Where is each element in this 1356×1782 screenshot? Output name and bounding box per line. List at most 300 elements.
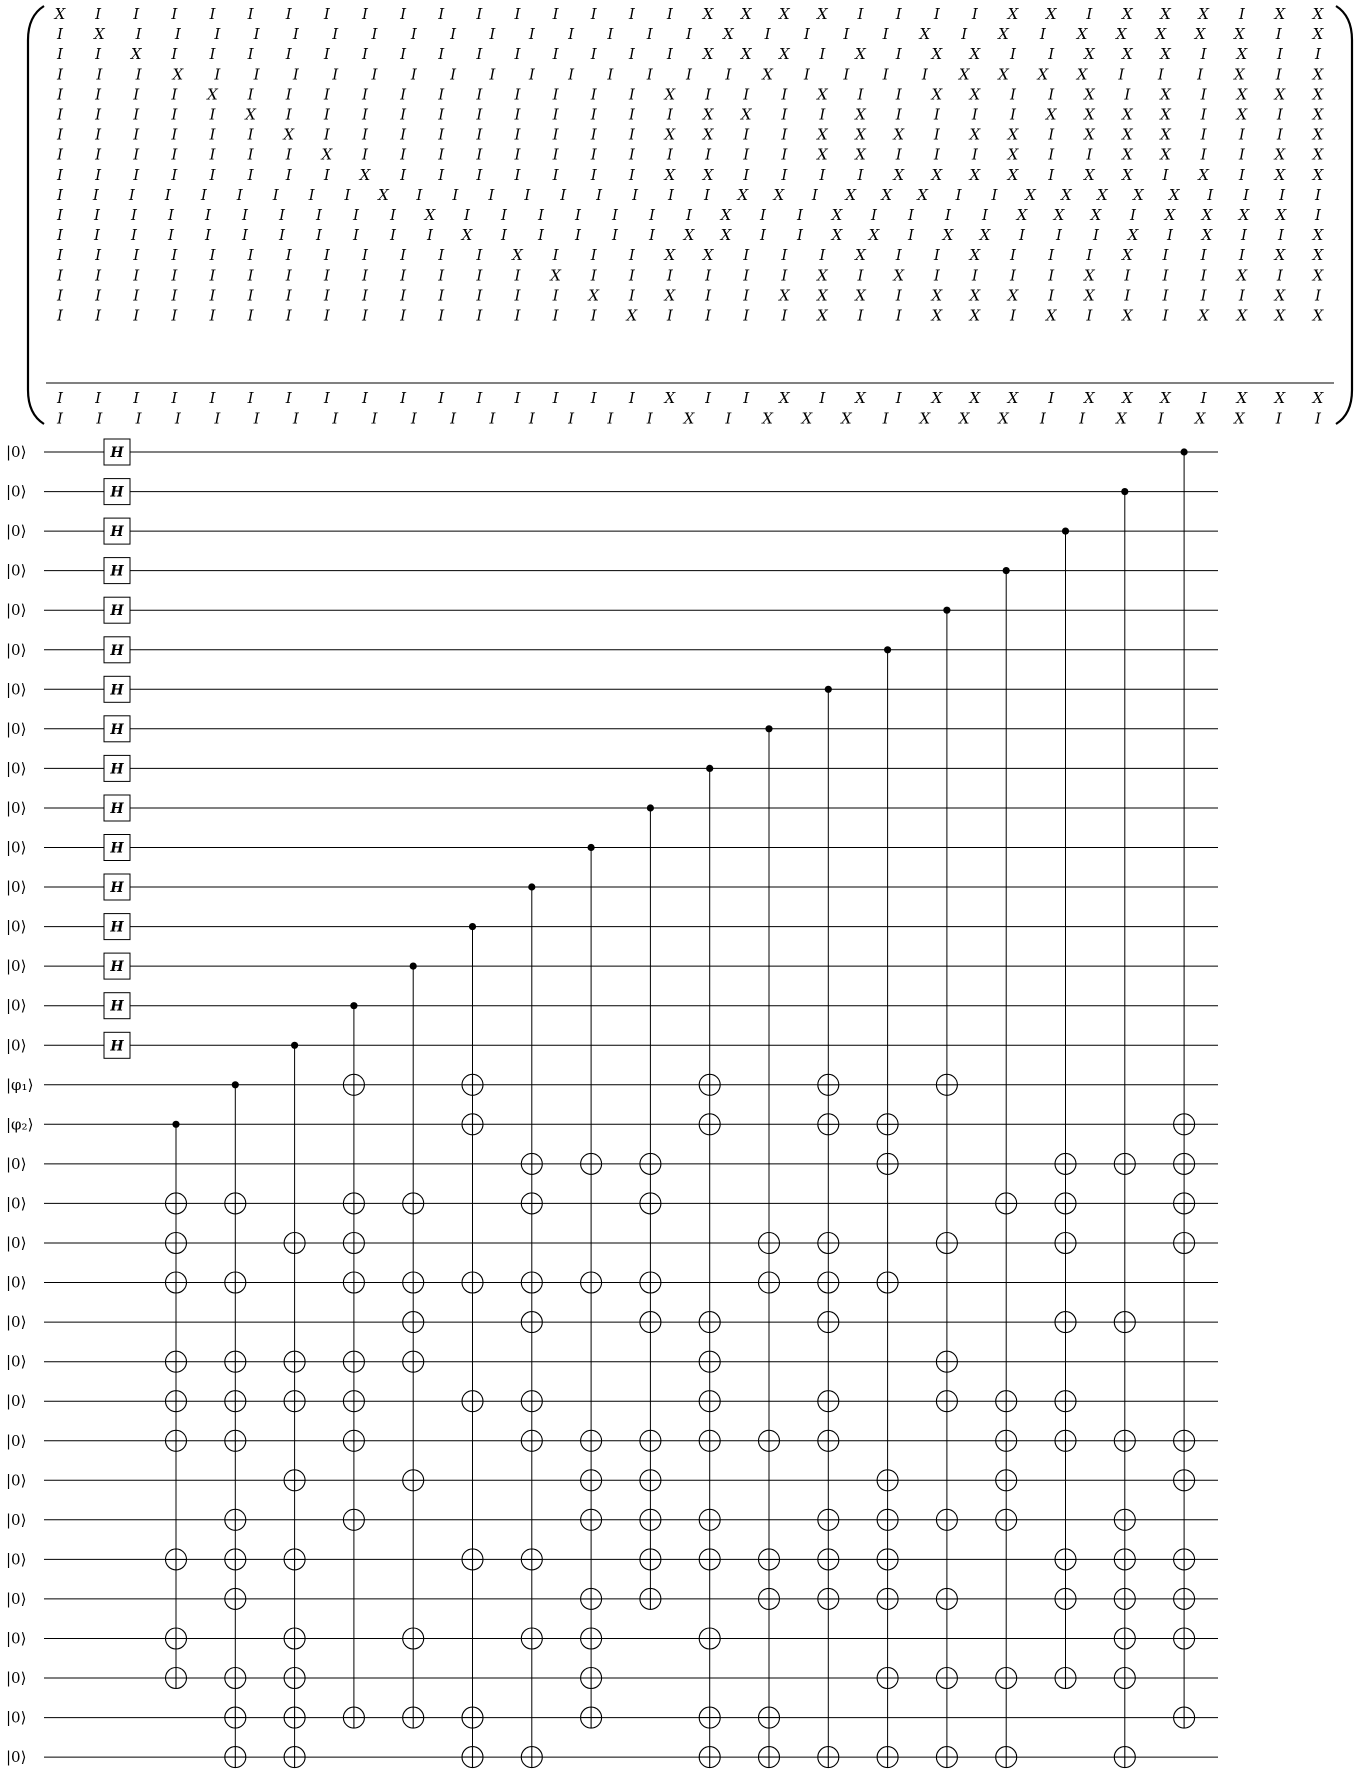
- matrix-cell: X: [1312, 266, 1324, 285]
- matrix-cell: I: [575, 206, 581, 224]
- cnot-target: [166, 1668, 187, 1689]
- matrix-cell: I: [253, 25, 260, 44]
- matrix-cell: I: [438, 246, 445, 265]
- matrix-cell: I: [797, 206, 803, 224]
- qubit-label: |0⟩: [6, 522, 27, 541]
- matrix-cell: I: [819, 105, 826, 124]
- matrix-cell: I: [781, 105, 788, 124]
- matrix-cell: I: [819, 246, 826, 265]
- matrix-cell: I: [857, 266, 864, 285]
- matrix-cell: I: [1207, 185, 1214, 204]
- matrix-cell: X: [1083, 165, 1095, 184]
- matrix-cell: I: [427, 226, 433, 245]
- matrix-cell: I: [971, 266, 978, 285]
- matrix-cell: I: [362, 389, 368, 407]
- matrix-cell: X: [702, 246, 714, 265]
- qubit-label: |0⟩: [6, 719, 27, 738]
- matrix-cell: I: [646, 65, 653, 84]
- matrix-cell: I: [666, 105, 673, 124]
- matrix-cell: X: [1234, 65, 1245, 84]
- matrix-cell: X: [1061, 185, 1072, 204]
- qubit-label: |0⟩: [6, 1708, 27, 1727]
- cnot-target: [166, 1272, 187, 1293]
- matrix-cell: X: [1025, 185, 1036, 204]
- matrix-cell: I: [133, 389, 140, 407]
- qubit-label: |0⟩: [6, 996, 27, 1015]
- left-paren: [28, 6, 44, 424]
- matrix-cell: I: [323, 389, 330, 407]
- matrix-cell: I: [705, 145, 712, 164]
- matrix-cell: I: [247, 286, 254, 305]
- matrix-cell: I: [133, 246, 140, 265]
- matrix-cell: I: [168, 206, 174, 224]
- matrix-cell: I: [1039, 25, 1046, 44]
- cnot-target: [1174, 1470, 1195, 1491]
- qubit-label: |0⟩: [6, 799, 27, 817]
- matrix-cell: X: [931, 45, 943, 64]
- control-dot: [884, 646, 891, 653]
- matrix-cell: I: [214, 25, 221, 44]
- matrix-cell: I: [416, 185, 423, 204]
- matrix-cell: I: [1315, 185, 1321, 204]
- matrix-cell: X: [893, 165, 905, 184]
- cnot-target: [581, 1272, 602, 1293]
- matrix-cell: X: [1312, 85, 1324, 104]
- matrix-cell: I: [725, 65, 732, 84]
- matrix-cell: X: [1122, 45, 1133, 64]
- matrix-cell: X: [702, 105, 714, 124]
- matrix-cell: X: [626, 306, 638, 325]
- matrix-cell: I: [1086, 5, 1093, 23]
- matrix-cell: I: [945, 206, 951, 224]
- matrix-cell: I: [171, 165, 178, 184]
- matrix-cell: I: [57, 226, 63, 245]
- qubit-label: |0⟩: [6, 759, 27, 778]
- hadamard-label: H: [110, 484, 124, 501]
- matrix-cell: I: [1124, 286, 1131, 305]
- cnot-target: [581, 1588, 602, 1609]
- matrix-cell: I: [1010, 45, 1016, 64]
- cnot-target: [462, 1747, 483, 1768]
- matrix-cell: I: [743, 85, 750, 104]
- qubit-label: |0⟩: [6, 1352, 27, 1371]
- cnot-target: [1114, 1588, 1135, 1609]
- hadamard-label: H: [110, 801, 124, 817]
- matrix-cell: X: [740, 45, 752, 64]
- matrix-cell: X: [773, 185, 785, 204]
- cnot-target: [225, 1707, 246, 1728]
- matrix-cell: I: [371, 25, 378, 44]
- matrix-cell: X: [1037, 65, 1049, 84]
- qubit-label: |0⟩: [6, 1273, 27, 1292]
- matrix-cell: I: [590, 165, 597, 184]
- cnot-target: [581, 1628, 602, 1649]
- matrix-cell: X: [1198, 306, 1209, 325]
- matrix-cell: I: [323, 286, 330, 305]
- matrix-cell: I: [57, 306, 63, 325]
- cnot-target: [1174, 1114, 1195, 1135]
- matrix-cell: X: [424, 206, 436, 224]
- cnot-target: [1174, 1549, 1195, 1570]
- matrix-cell: I: [982, 206, 988, 224]
- matrix-cell: I: [552, 145, 559, 164]
- matrix-cell: I: [971, 105, 978, 124]
- cnot-target: [166, 1233, 187, 1254]
- cnot-target: [1114, 1430, 1135, 1451]
- matrix-cell: I: [552, 306, 559, 325]
- matrix-cell: X: [1160, 45, 1171, 64]
- cnot-target: [462, 1391, 483, 1412]
- cnot-target: [1174, 1233, 1195, 1254]
- matrix-cell: I: [171, 306, 178, 325]
- hadamard-label: H: [110, 761, 124, 778]
- cnot-target: [581, 1509, 602, 1530]
- matrix-cell: I: [476, 165, 483, 184]
- matrix-cell: X: [359, 165, 371, 184]
- matrix-cell: I: [628, 105, 635, 124]
- matrix-cell: I: [1162, 246, 1169, 265]
- matrix-cell: I: [171, 125, 178, 144]
- matrix-cell: I: [991, 185, 998, 204]
- matrix-cell: X: [881, 185, 893, 204]
- matrix-cell: X: [1238, 206, 1250, 224]
- matrix-cell: I: [400, 306, 407, 325]
- matrix-cell: I: [285, 105, 292, 124]
- matrix-cell: X: [1201, 206, 1213, 224]
- cnot-target: [1174, 1588, 1195, 1609]
- matrix-cell: I: [57, 286, 63, 305]
- matrix-cell: I: [1200, 45, 1207, 64]
- matrix-cell: I: [649, 206, 655, 224]
- qubit-label: |0⟩: [6, 1234, 27, 1252]
- matrix-cell: X: [664, 85, 676, 104]
- matrix-cell: I: [760, 206, 766, 224]
- matrix-cell: X: [1116, 25, 1127, 44]
- matrix-cell: I: [781, 145, 788, 164]
- matrix-cell: I: [933, 266, 940, 285]
- matrix-cell: X: [1236, 389, 1248, 407]
- cnot-target: [1114, 1549, 1135, 1570]
- matrix-cell: X: [778, 45, 790, 64]
- matrix-cell: X: [1198, 165, 1209, 184]
- matrix-cell: I: [57, 389, 63, 407]
- hadamard-label: H: [110, 919, 124, 936]
- matrix-cell: X: [1122, 5, 1133, 23]
- matrix-cell: X: [917, 185, 928, 204]
- matrix-cell: I: [607, 25, 614, 44]
- matrix-cell: I: [933, 125, 940, 144]
- matrix-cell: I: [1086, 306, 1093, 325]
- matrix-cell: I: [400, 286, 407, 305]
- cnot-target: [640, 1588, 661, 1609]
- matrix-cell: I: [323, 85, 330, 104]
- matrix-cell: I: [590, 105, 597, 124]
- matrix-cell: I: [933, 5, 940, 23]
- matrix-cell: I: [1048, 389, 1055, 407]
- matrix-cell: I: [332, 25, 339, 44]
- matrix-cell: X: [855, 286, 866, 305]
- matrix-cell: X: [1127, 226, 1139, 245]
- matrix-cell: X: [1274, 286, 1286, 305]
- matrix-cell: X: [762, 409, 773, 428]
- matrix-cell: X: [1122, 389, 1133, 407]
- matrix-cell: I: [1056, 226, 1062, 245]
- matrix-cell: X: [1274, 5, 1286, 23]
- matrix-cell: I: [1048, 165, 1055, 184]
- matrix-cell: I: [501, 206, 507, 224]
- matrix-cell: I: [743, 165, 750, 184]
- matrix-cell: X: [855, 105, 866, 124]
- matrix-cell: X: [664, 389, 676, 407]
- matrix-cell: I: [371, 65, 378, 84]
- matrix-cell: I: [514, 125, 521, 144]
- cnot-target: [936, 1747, 957, 1768]
- matrix-cell: X: [550, 266, 561, 285]
- matrix-cell: I: [171, 246, 178, 265]
- matrix-cell: I: [803, 25, 810, 44]
- matrix-cell: I: [1238, 5, 1245, 23]
- matrix-cell: I: [323, 306, 330, 325]
- matrix-cell: X: [778, 286, 790, 305]
- matrix-cell: X: [969, 165, 981, 184]
- matrix-cell: I: [253, 65, 260, 84]
- matrix-cell: I: [781, 266, 788, 285]
- cnot-target: [877, 1470, 898, 1491]
- matrix-cell: I: [552, 389, 559, 407]
- matrix-cell: X: [817, 266, 828, 285]
- matrix-cell: I: [57, 246, 63, 265]
- matrix-cell: I: [209, 266, 216, 285]
- matrix-cell: I: [1200, 246, 1207, 265]
- cnot-target: [225, 1588, 246, 1609]
- matrix-cell: I: [476, 45, 483, 64]
- matrix-cell: I: [247, 145, 254, 164]
- matrix-cell: I: [171, 85, 178, 104]
- hadamard-label: H: [110, 998, 124, 1015]
- matrix-cell: I: [819, 389, 826, 407]
- matrix-cell: X: [1236, 306, 1248, 325]
- matrix-cell: X: [840, 409, 852, 428]
- matrix-cell: I: [743, 145, 750, 164]
- cnot-target: [759, 1233, 780, 1254]
- cnot-target: [225, 1351, 246, 1372]
- matrix-cell: I: [209, 145, 216, 164]
- matrix-cell: I: [1086, 246, 1093, 265]
- matrix-cell: X: [740, 105, 752, 124]
- matrix-cell: X: [683, 409, 695, 428]
- control-dot: [172, 1121, 179, 1128]
- matrix-cell: X: [817, 306, 828, 325]
- matrix-cell: I: [607, 409, 614, 428]
- cnot-target: [1055, 1549, 1076, 1570]
- cnot-target: [818, 1233, 839, 1254]
- matrix-cell: I: [272, 185, 279, 204]
- matrix-cell: I: [781, 246, 788, 265]
- matrix-cell: I: [514, 85, 521, 104]
- matrix-cell: X: [1274, 145, 1286, 164]
- matrix-cell: I: [514, 5, 521, 23]
- matrix-cell: I: [1048, 45, 1055, 64]
- matrix-cell: I: [323, 165, 330, 184]
- matrix-cell: I: [362, 266, 368, 285]
- matrix-cell: I: [285, 5, 292, 23]
- cnot-target: [225, 1509, 246, 1530]
- matrix-cell: X: [720, 226, 732, 245]
- cnot-target: [521, 1628, 542, 1649]
- matrix-cell: I: [292, 409, 299, 428]
- matrix-cell: I: [628, 389, 635, 407]
- matrix-cell: I: [1200, 266, 1207, 285]
- matrix-cell: X: [1274, 246, 1286, 265]
- cnot-target: [343, 1391, 364, 1412]
- cnot-target: [403, 1193, 424, 1214]
- cnot-target: [225, 1391, 246, 1412]
- matrix-cell: I: [514, 306, 521, 325]
- matrix-cell: I: [1200, 105, 1207, 124]
- matrix-cell: I: [57, 25, 63, 44]
- matrix-cell: I: [209, 306, 216, 325]
- cnot-target: [640, 1153, 661, 1174]
- matrix-cell: I: [242, 226, 248, 245]
- matrix-cell: X: [664, 286, 676, 305]
- cnot-target: [640, 1470, 661, 1491]
- matrix-cell: X: [1083, 389, 1095, 407]
- matrix-cell: I: [57, 105, 63, 124]
- matrix-cell: I: [400, 105, 407, 124]
- matrix-cell: I: [1157, 409, 1164, 428]
- cnot-target: [284, 1351, 305, 1372]
- matrix-cell: I: [174, 25, 181, 44]
- matrix-cell: I: [1279, 185, 1286, 204]
- matrix-cell: I: [1275, 25, 1282, 44]
- matrix-cell: I: [410, 65, 417, 84]
- control-dot: [706, 765, 713, 772]
- matrix-cell: I: [247, 389, 254, 407]
- matrix-cell: X: [1168, 185, 1180, 204]
- cnot-target: [877, 1509, 898, 1530]
- cnot-target: [818, 1509, 839, 1530]
- matrix-cell: I: [95, 266, 102, 285]
- matrix-cell: I: [819, 45, 826, 64]
- cnot-target: [462, 1272, 483, 1293]
- matrix-cell: X: [1045, 306, 1057, 325]
- matrix-cell: X: [1083, 105, 1095, 124]
- cnot-target: [521, 1193, 542, 1214]
- matrix-cell: I: [528, 25, 535, 44]
- cnot-target: [403, 1351, 424, 1372]
- matrix-cell: I: [174, 409, 181, 428]
- matrix-cell: I: [209, 5, 216, 23]
- matrix-cell: I: [686, 65, 692, 84]
- cnot-target: [521, 1391, 542, 1412]
- matrix-cell: I: [410, 409, 417, 428]
- cnot-target: [699, 1628, 720, 1649]
- control-dot: [825, 686, 832, 693]
- matrix-cell: X: [512, 246, 523, 265]
- cnot-target: [1114, 1628, 1135, 1649]
- matrix-cell: I: [95, 165, 102, 184]
- matrix-cell: I: [285, 165, 292, 184]
- matrix-cell: I: [908, 206, 914, 224]
- qubit-label: |0⟩: [6, 443, 27, 461]
- matrix-cell: X: [1007, 286, 1019, 305]
- cnot-target: [166, 1351, 187, 1372]
- matrix-cell: X: [172, 65, 184, 84]
- matrix-cell: I: [209, 45, 216, 64]
- cnot-target: [166, 1549, 187, 1570]
- matrix-cell: I: [628, 165, 635, 184]
- matrix-cell: I: [1238, 286, 1245, 305]
- cnot-target: [1055, 1391, 1076, 1412]
- matrix-cell: I: [590, 125, 597, 144]
- matrix-cell: I: [514, 266, 521, 285]
- matrix-cell: I: [96, 65, 103, 84]
- matrix-cell: I: [514, 105, 521, 124]
- matrix-cell: I: [279, 226, 285, 245]
- cnot-target: [699, 1312, 720, 1333]
- matrix-cell: I: [666, 145, 673, 164]
- matrix-cell: I: [400, 389, 407, 407]
- matrix-cell: X: [720, 206, 732, 224]
- matrix-cell: I: [171, 286, 178, 305]
- cnot-target: [581, 1430, 602, 1451]
- matrix-cell: X: [868, 226, 880, 245]
- qubit-label: |0⟩: [6, 1589, 27, 1608]
- matrix-cell: I: [171, 105, 178, 124]
- matrix-cell: X: [1053, 206, 1065, 224]
- matrix-cell: I: [247, 165, 254, 184]
- matrix-cell: I: [1200, 85, 1207, 104]
- qubit-label: |0⟩: [6, 1669, 27, 1687]
- cnot-target: [581, 1153, 602, 1174]
- matrix-cell: X: [683, 226, 695, 245]
- matrix-cell: I: [590, 306, 597, 325]
- matrix-cell: I: [1019, 226, 1025, 245]
- matrix-cell: I: [857, 5, 864, 23]
- matrix-cell: I: [552, 165, 559, 184]
- matrix-cell: X: [1122, 246, 1133, 265]
- matrix-cell: X: [1312, 65, 1324, 84]
- matrix-cell: I: [209, 286, 216, 305]
- matrix-cell: I: [133, 125, 140, 144]
- hadamard-label: H: [110, 1038, 124, 1055]
- cnot-target: [225, 1747, 246, 1768]
- cnot-target: [1114, 1668, 1135, 1689]
- matrix-cell: I: [1315, 45, 1321, 64]
- matrix-cell: X: [1045, 105, 1057, 124]
- cnot-target: [936, 1074, 957, 1095]
- matrix-cell: I: [96, 409, 103, 428]
- cnot-target: [166, 1628, 187, 1649]
- qubit-label: |0⟩: [6, 1471, 27, 1490]
- matrix-cell: X: [931, 389, 943, 407]
- matrix-cell: I: [666, 5, 673, 23]
- matrix-cell: I: [400, 45, 407, 64]
- matrix-cell: I: [57, 185, 63, 204]
- matrix-cell: I: [476, 389, 483, 407]
- matrix-cell: I: [514, 286, 521, 305]
- matrix-cell: I: [247, 266, 254, 285]
- matrix-cell: X: [817, 85, 828, 104]
- matrix-cell: X: [1007, 125, 1019, 144]
- matrix-cell: I: [438, 306, 445, 325]
- matrix-cell: I: [1130, 206, 1136, 224]
- matrix-cell: I: [528, 65, 535, 84]
- cnot-target: [877, 1153, 898, 1174]
- matrix-cell: I: [171, 5, 178, 23]
- matrix-cell: I: [57, 65, 63, 84]
- cnot-target: [166, 1391, 187, 1412]
